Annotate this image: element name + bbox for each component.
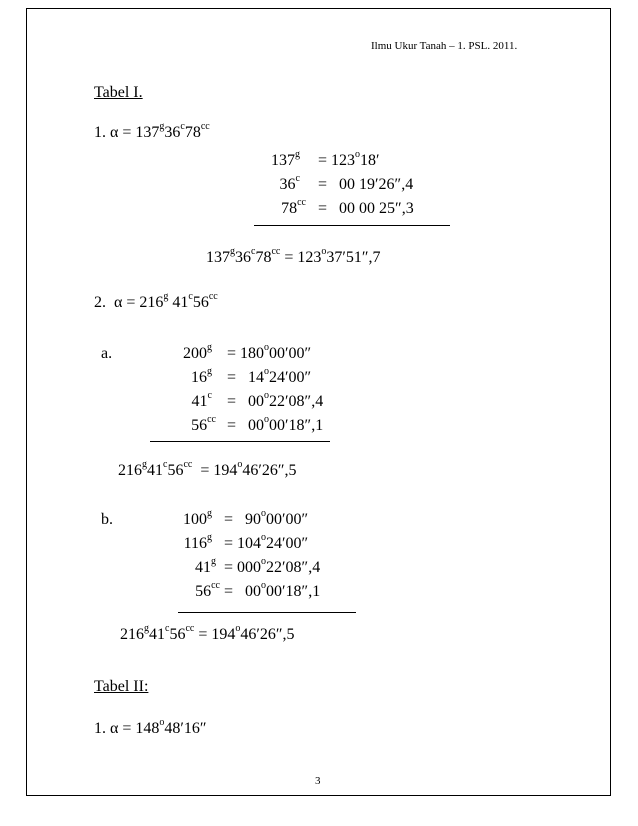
part-a-marker: a.: [101, 345, 113, 362]
tabel-1-row-2-right: = 00 19′26″,4: [318, 176, 414, 193]
part-b-marker: b.: [101, 511, 113, 528]
tabel-2-item-1-alpha: 1. $\alpha = 148^o48'16''$: [94, 717, 207, 737]
part-a-row-1-left: 200$^g$: [183, 342, 212, 362]
part-b-row-1-left: 100$^g$: [183, 508, 212, 528]
tabel-1-row-1-left: 137$^g$: [271, 149, 300, 169]
part-b-row-1-right: = 90$^o$00′00″: [224, 508, 309, 528]
part-a-row-4-left: $56^{cc}$: [191, 414, 216, 434]
part-a-row-2-right: = 14$^o$24′00″: [227, 366, 312, 386]
part-b-row-2-left: 116$^g$: [183, 532, 212, 552]
sum-line: [254, 225, 450, 226]
tabel-1-row-3-right: = 00 00 25″,3: [318, 200, 414, 217]
part-a-sum-line: [150, 441, 330, 442]
running-header: Ilmu Ukur Tanah – 1. PSL. 2011.: [371, 40, 518, 52]
part-b-row-3-right: = $000^o22'08'',4$: [224, 556, 321, 576]
tabel-1-title: Tabel I.: [94, 84, 143, 101]
tabel-1-item-2-alpha: 2. $\alpha = 216^g$ $41^c56^{cc}$: [94, 291, 218, 311]
part-b-row-2-right: = $104^o24'00''$: [224, 532, 309, 552]
part-b-row-4-left: $56^{cc}$: [195, 580, 220, 600]
tabel-1-row-2-left: 36$^c$: [279, 173, 300, 193]
part-a-row-1-right: = $180^o00'00''$: [227, 342, 312, 362]
part-b-row-4-right: = 00$^o$00′18″,1: [224, 580, 321, 600]
part-a-row-3-right: = 00$^o$22′08″,4: [227, 390, 324, 410]
part-b-sum-line: [178, 612, 356, 613]
tabel-2-title: Tabel II:: [94, 678, 149, 695]
part-b-result: $216^g41^c56^{cc} = 194^o46'26'',5$: [120, 623, 295, 643]
page-number: 3: [315, 775, 321, 787]
part-a-row-2-left: 16$^g$: [191, 366, 212, 386]
part-a-row-3-left: 41$^c$: [191, 390, 212, 410]
part-a-result: $216^g41^c56^{cc} = 194^o46'26'',5$: [118, 459, 297, 479]
tabel-1-item-1-alpha: 1. $\alpha = 137^g36^c78^{cc}$: [94, 121, 210, 141]
tabel-1-item-1-result: $137^g36^c78^{cc} = 123^o37'51'',7$: [206, 246, 381, 266]
tabel-1-row-1-right: = $123^o18'$: [318, 149, 380, 169]
part-b-row-3-left: 41$^g$: [195, 556, 216, 576]
part-a-row-4-right: = 00$^o$00′18″,1: [227, 414, 324, 434]
tabel-1-row-3-left: $78^{cc}$: [281, 197, 306, 217]
